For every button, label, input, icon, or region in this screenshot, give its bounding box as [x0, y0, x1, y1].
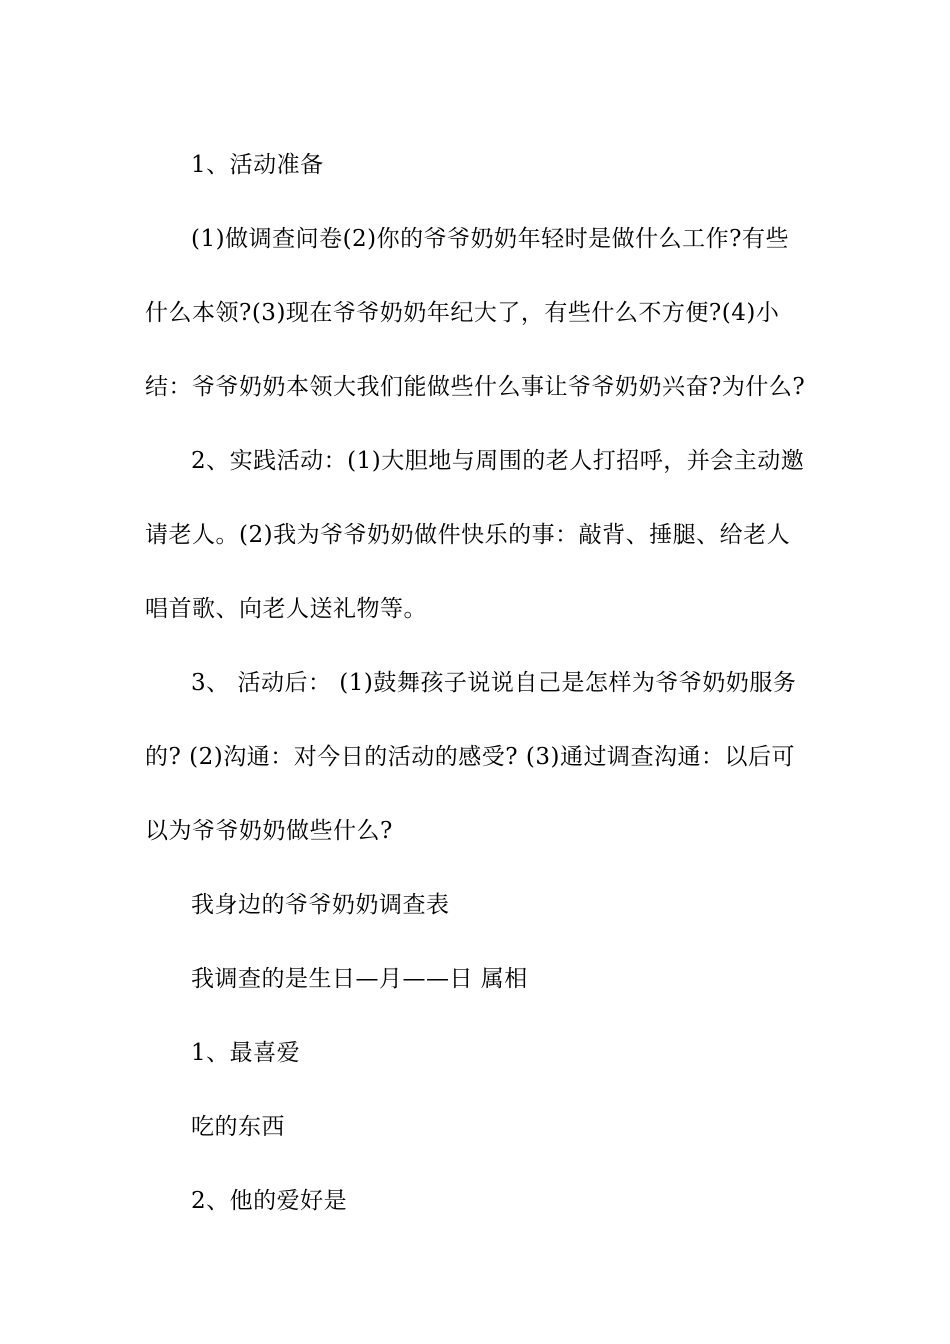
- paragraph-after-activity: 3、 活动后： (1)鼓舞孩子说说自己是怎样为爷爷奶奶服务的? (2)沟通：对今日的活动的感受? (3)通过调查沟通：以后可以为爷爷奶奶做些什么?: [145, 670, 797, 844]
- survey-item-hobby: 2、他的爱好是: [191, 1188, 348, 1214]
- paragraph-questionnaire: (1)做调查问卷(2)你的爷爷奶奶年轻时是做什么工作?有些什么本领?(3)现在爷爷奶奶年纪大了，有些什么不方便?(4)小结：爷爷奶奶本领大我们能做些什么事让爷爷奶奶兴奋?为什么?: [145, 226, 806, 400]
- paragraph-practice-activity: 2、实践活动：(1)大胆地与周围的老人打招呼，并会主动邀请老人。(2)我为爷爷奶奶做件快乐的事：敲背、捶腿、给老人唱首歌、向老人送礼物等。: [145, 448, 805, 622]
- document-body: [145, 128, 810, 1238]
- survey-item-food: 吃的东西: [191, 1114, 285, 1140]
- survey-item-favorite: 1、最喜爱: [191, 1040, 301, 1066]
- survey-table-title: 我身边的爷爷奶奶调查表: [191, 892, 450, 918]
- section-heading-preparation: 1、活动准备: [191, 152, 324, 178]
- survey-birthday-line: 我调查的是生日—月——日 属相: [191, 966, 528, 992]
